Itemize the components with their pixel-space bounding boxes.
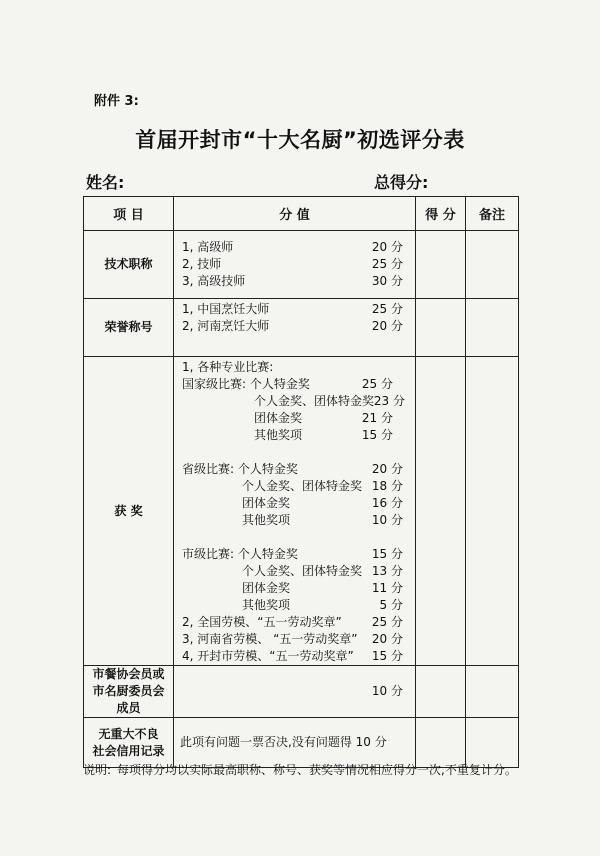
value-honor-title [174,299,416,357]
award-text: 1, 各种专业比赛: [182,360,274,374]
list-item: 3, 高级技师 30 分 [182,274,403,288]
row-honor-title [84,299,519,357]
award-text: 个人金奖、团体特金奖 [242,479,363,493]
award-points: 13 分 [371,564,403,578]
name-label: 姓名: [86,173,125,192]
list-item: 2, 技师 25 分 [182,257,403,271]
row-tech-title [84,231,519,299]
list-item: 1, 中国烹饪大师 25 分 [182,302,403,316]
award-points: 21 分 [361,411,393,425]
award-text: 4, 开封市劳模、“五一劳动奖章” [182,649,354,663]
row-credit-record [84,718,519,768]
list-item [174,461,415,478]
header-remark: 备注 [466,197,519,231]
list-item [174,597,415,614]
award-text: 个人金奖、团体特金奖 [254,394,375,408]
award-points: 16 分 [371,496,403,510]
award-points: 25 分 [371,615,403,629]
value-awards [174,357,416,666]
award-text: 其他奖项 [254,428,303,442]
footnote-body: 每项得分均以实际最高职称、称号、获奖等情况相应得分一次,不重复计分。 [117,763,517,777]
award-points: 20 分 [371,632,403,646]
score-cell[interactable] [416,299,466,357]
row-awards [84,357,519,666]
list-item: 此项有问题一票否决,没有问题得 10 分 [180,735,387,749]
header-item: 项 目 [84,197,174,231]
award-points: 10 分 [371,513,403,527]
award-text: 省级比赛: 个人特金奖 [182,462,298,476]
list-item [174,512,415,529]
award-points: 15 分 [371,547,403,561]
list-item [174,393,415,410]
category-honor-title: 荣誉称号 [84,299,174,357]
membership-label-line: 市餐协会员或 [92,667,165,681]
list-item [174,631,415,648]
list-item [174,614,415,631]
attachment-label: 附件 3: [94,94,139,109]
score-cell[interactable] [416,718,466,768]
score-table [83,196,519,768]
award-points: 20 分 [371,462,403,476]
list-item [174,478,415,495]
total-score-label: 总得分: [374,173,429,192]
list-item [174,563,415,580]
list-item [174,359,415,376]
award-text: 团体金奖 [242,496,291,510]
list-item [174,376,415,393]
list-item [174,427,415,444]
spacer [174,444,415,461]
list-item [174,648,415,665]
award-text: 个人金奖、团体特金奖 [242,564,363,578]
list-item: 10 分 [371,684,403,698]
list-item [174,580,415,597]
award-text: 2, 全国劳模、“五一劳动奖章” [182,615,342,629]
list-item: 1, 高级师 20 分 [182,240,403,254]
membership-label-line: 成员 [116,701,141,715]
category-credit-record [84,718,174,768]
award-text: 团体金奖 [242,581,291,595]
list-item [174,546,415,563]
award-text: 国家级比赛: 个人特金奖 [182,377,310,391]
award-points: 15 分 [371,649,403,663]
list-item: 2, 河南烹饪大师 20 分 [182,319,403,333]
footnote-head: 说明: [83,763,112,777]
award-points: 5 分 [379,598,403,612]
award-text: 其他奖项 [242,598,291,612]
value-credit-record [174,718,416,768]
award-text: 其他奖项 [242,513,291,527]
list-item [174,495,415,512]
award-text: 团体金奖 [254,411,303,425]
award-points: 11 分 [371,581,403,595]
category-awards: 获 奖 [84,357,174,666]
page-title: 首届开封市“十大名厨”初选评分表 [135,128,465,152]
score-cell[interactable] [416,357,466,666]
membership-label-line: 市名厨委员会 [92,684,165,698]
award-text: 市级比赛: 个人特金奖 [182,547,298,561]
remark-cell[interactable] [466,357,519,666]
row-membership [84,666,519,718]
remark-cell[interactable] [466,231,519,299]
remark-cell[interactable] [466,718,519,768]
header-value: 分 值 [174,197,416,231]
remark-cell[interactable] [466,299,519,357]
award-points: 23 分 [373,394,405,408]
remark-cell[interactable] [466,666,519,718]
value-tech-title [174,231,416,299]
header-score: 得 分 [416,197,466,231]
category-tech-title: 技术职称 [84,231,174,299]
award-points: 25 分 [361,377,393,391]
value-membership [174,666,416,718]
award-points: 18 分 [371,479,403,493]
spacer [174,529,415,546]
score-cell[interactable] [416,666,466,718]
credit-label-line: 社会信用记录 [92,743,165,758]
score-cell[interactable] [416,231,466,299]
list-item [174,410,415,427]
award-text: 3, 河南省劳模、 “五一劳动奖章” [182,632,358,646]
category-membership [84,666,174,718]
award-lines [174,359,415,665]
award-points: 15 分 [361,428,393,442]
credit-label-line: 无重大不良 [98,726,159,741]
table-header-row [84,197,519,231]
